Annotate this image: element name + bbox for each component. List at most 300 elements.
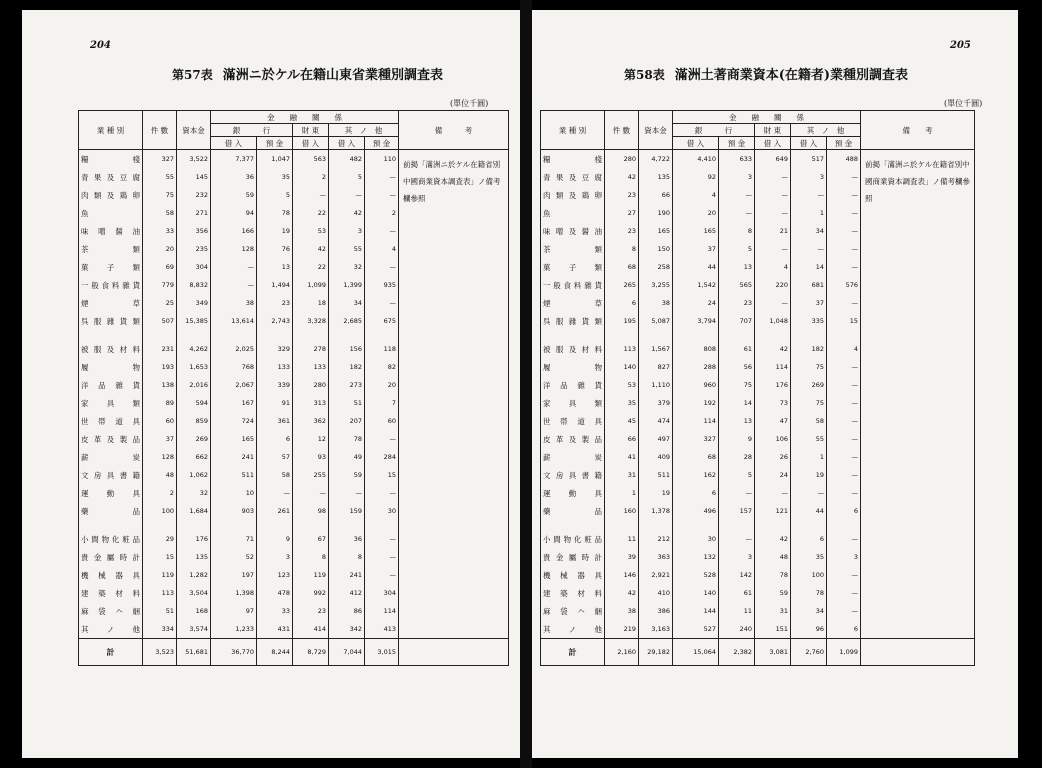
row-value: 675 — [365, 312, 399, 330]
row-value: 66 — [639, 186, 673, 204]
row-value: 192 — [673, 394, 719, 412]
row-value: 2,685 — [329, 312, 365, 330]
row-value: 123 — [257, 566, 293, 584]
row-value: 23 — [257, 294, 293, 312]
header-financier-borrow: 借 入 — [755, 137, 791, 150]
row-value: 58 — [143, 204, 177, 222]
row-value: 113 — [143, 584, 177, 602]
row-value: 1 — [791, 204, 827, 222]
spacer-cell — [329, 330, 365, 340]
row-value: 75 — [791, 358, 827, 376]
row-value: — — [755, 484, 791, 502]
header-financier: 財 東 — [293, 124, 329, 137]
row-value: — — [365, 258, 399, 276]
row-value: — — [329, 186, 365, 204]
row-value: 110 — [365, 150, 399, 169]
total-value: 8,729 — [293, 639, 329, 666]
row-value: 1,399 — [329, 276, 365, 294]
row-value: 19 — [791, 466, 827, 484]
row-category: 洋品雜貨 — [79, 376, 143, 394]
row-value: 71 — [211, 530, 257, 548]
row-value: 4 — [827, 340, 861, 358]
row-value: 10 — [211, 484, 257, 502]
row-value: 6 — [673, 484, 719, 502]
row-value: 22 — [293, 258, 329, 276]
row-value: 23 — [605, 186, 639, 204]
row-value: 159 — [329, 502, 365, 520]
row-value: 36 — [211, 168, 257, 186]
total-value: 2,160 — [605, 639, 639, 666]
row-category: 家 具 類 — [541, 394, 605, 412]
row-value: — — [827, 584, 861, 602]
row-value: 38 — [211, 294, 257, 312]
row-value: — — [365, 430, 399, 448]
row-value: 66 — [605, 430, 639, 448]
row-value: 57 — [257, 448, 293, 466]
header-remarks: 備 考 — [861, 111, 975, 150]
row-value: 13 — [719, 258, 755, 276]
row-category: 文房具書籍 — [79, 466, 143, 484]
row-value: 176 — [755, 376, 791, 394]
row-value: 144 — [673, 602, 719, 620]
row-value: 55 — [143, 168, 177, 186]
row-value: 5 — [719, 466, 755, 484]
row-value: 1 — [605, 484, 639, 502]
row-value: 182 — [791, 340, 827, 358]
row-value: 86 — [329, 602, 365, 620]
row-value: 39 — [605, 548, 639, 566]
remarks-cell: 前掲「滿洲ニ於ケル在籍省別中國商業資本調査表」ノ備考欄參照 — [861, 150, 975, 639]
row-value: 335 — [791, 312, 827, 330]
spacer-cell — [79, 520, 143, 530]
row-value: 235 — [177, 240, 211, 258]
spacer-cell — [791, 520, 827, 530]
row-value: 9 — [719, 430, 755, 448]
spacer-cell — [827, 330, 861, 340]
row-value: 37 — [143, 430, 177, 448]
row-value: 28 — [719, 448, 755, 466]
header-other: 其 ノ 他 — [329, 124, 399, 137]
row-value: 24 — [755, 466, 791, 484]
spacer-cell — [605, 330, 639, 340]
row-value: 363 — [639, 548, 673, 566]
row-value: 511 — [639, 466, 673, 484]
row-value: — — [329, 484, 365, 502]
row-value: 284 — [365, 448, 399, 466]
row-value: 93 — [293, 448, 329, 466]
row-value: 992 — [293, 584, 329, 602]
row-value: 2 — [143, 484, 177, 502]
row-value: 240 — [719, 620, 755, 639]
row-value: 38 — [605, 602, 639, 620]
row-value: 190 — [639, 204, 673, 222]
row-value: — — [365, 548, 399, 566]
row-value: 288 — [673, 358, 719, 376]
row-value: 808 — [673, 340, 719, 358]
row-value: 527 — [673, 620, 719, 639]
row-category: 貴金屬時計 — [79, 548, 143, 566]
total-value: 29,182 — [639, 639, 673, 666]
row-value: 207 — [329, 412, 365, 430]
row-value: 114 — [673, 412, 719, 430]
row-category: 履 物 — [79, 358, 143, 376]
row-value: 280 — [605, 150, 639, 169]
row-value: — — [827, 602, 861, 620]
row-value: 903 — [211, 502, 257, 520]
row-value: 48 — [755, 548, 791, 566]
row-value: 23 — [719, 294, 755, 312]
row-category: 藥 品 — [541, 502, 605, 520]
header-finance: 金 融 關 係 — [211, 111, 399, 124]
row-value: 6 — [827, 620, 861, 639]
row-category: 機械器具 — [541, 566, 605, 584]
spacer-cell — [719, 330, 755, 340]
row-value: 4,262 — [177, 340, 211, 358]
row-value: 3,504 — [177, 584, 211, 602]
row-value: 49 — [329, 448, 365, 466]
row-category: 皮革及製品 — [541, 430, 605, 448]
row-value: 220 — [755, 276, 791, 294]
row-value: 31 — [605, 466, 639, 484]
row-category: 藥 品 — [79, 502, 143, 520]
page-number: 204 — [90, 40, 111, 51]
row-value: 23 — [293, 602, 329, 620]
row-category: 文房具書籍 — [541, 466, 605, 484]
row-value: 73 — [755, 394, 791, 412]
row-value: — — [827, 466, 861, 484]
row-value: — — [365, 566, 399, 584]
spacer-cell — [827, 520, 861, 530]
row-value: 78 — [257, 204, 293, 222]
spacer-cell — [211, 520, 257, 530]
row-value: 960 — [673, 376, 719, 394]
row-category: 味噌及醤油 — [541, 222, 605, 240]
row-value: 474 — [639, 412, 673, 430]
row-value: 304 — [365, 584, 399, 602]
row-value: 724 — [211, 412, 257, 430]
row-category: 履 物 — [541, 358, 605, 376]
row-value: 11 — [605, 530, 639, 548]
row-value: 15 — [365, 466, 399, 484]
row-value: 91 — [257, 394, 293, 412]
row-category: 茶 類 — [79, 240, 143, 258]
row-value: 133 — [257, 358, 293, 376]
row-value: 6 — [827, 502, 861, 520]
total-value: 8,244 — [257, 639, 293, 666]
row-value: 4 — [365, 240, 399, 258]
row-value: 258 — [639, 258, 673, 276]
row-value: 3,328 — [293, 312, 329, 330]
row-value: 59 — [755, 584, 791, 602]
header-other-deposit: 預 金 — [827, 137, 861, 150]
row-value: 3 — [791, 168, 827, 186]
spacer-cell — [365, 330, 399, 340]
row-value: 60 — [365, 412, 399, 430]
row-value: 362 — [293, 412, 329, 430]
row-category: 呉服雜貨類 — [541, 312, 605, 330]
row-value: 412 — [329, 584, 365, 602]
row-value: 1,378 — [639, 502, 673, 520]
total-value: 1,099 — [827, 639, 861, 666]
spacer-cell — [755, 520, 791, 530]
table-number: 第57表 — [172, 68, 213, 82]
row-value: 327 — [143, 150, 177, 169]
header-bank-deposit: 預 金 — [257, 137, 293, 150]
row-value: 482 — [329, 150, 365, 169]
row-value: 97 — [211, 602, 257, 620]
header-bank: 銀 行 — [673, 124, 755, 137]
row-value: 35 — [791, 548, 827, 566]
row-value: 59 — [329, 466, 365, 484]
row-value: 18 — [293, 294, 329, 312]
row-value: 1,110 — [639, 376, 673, 394]
row-value: 507 — [143, 312, 177, 330]
row-value: — — [755, 204, 791, 222]
row-value: 3,574 — [177, 620, 211, 639]
row-value: 386 — [639, 602, 673, 620]
row-value: 48 — [143, 466, 177, 484]
spacer-cell — [177, 520, 211, 530]
spacer-cell — [639, 330, 673, 340]
spacer-cell — [365, 520, 399, 530]
header-capital: 資本金 — [639, 111, 673, 150]
row-value: — — [791, 240, 827, 258]
row-value: 633 — [719, 150, 755, 169]
row-value: 339 — [257, 376, 293, 394]
row-value: 58 — [791, 412, 827, 430]
row-category: 煙 草 — [541, 294, 605, 312]
row-value: 94 — [211, 204, 257, 222]
row-value: — — [719, 484, 755, 502]
row-category: 運 動 具 — [79, 484, 143, 502]
header-capital: 資本金 — [177, 111, 211, 150]
row-value: 8 — [719, 222, 755, 240]
header-bank-borrow: 借 入 — [211, 137, 257, 150]
row-value: 7 — [365, 394, 399, 412]
data-table — [78, 110, 509, 666]
row-value: 135 — [639, 168, 673, 186]
row-value: 1,567 — [639, 340, 673, 358]
header-financier: 財 東 — [755, 124, 791, 137]
header-other-borrow: 借 入 — [791, 137, 827, 150]
row-value: — — [211, 258, 257, 276]
row-value: 3,522 — [177, 150, 211, 169]
row-value: 75 — [791, 394, 827, 412]
row-value: 100 — [791, 566, 827, 584]
row-value: 33 — [143, 222, 177, 240]
header-bank-borrow: 借 入 — [673, 137, 719, 150]
row-value: 20 — [143, 240, 177, 258]
row-value: 128 — [211, 240, 257, 258]
row-value: — — [719, 186, 755, 204]
spacer-cell — [143, 330, 177, 340]
row-value: 431 — [257, 620, 293, 639]
row-category: 薪 炭 — [79, 448, 143, 466]
row-value: 138 — [143, 376, 177, 394]
row-value: 114 — [365, 602, 399, 620]
total-value: 3,015 — [365, 639, 399, 666]
row-value: 27 — [605, 204, 639, 222]
row-value: 6 — [257, 430, 293, 448]
row-category: 一般食料雜貨 — [79, 276, 143, 294]
row-value: 51 — [143, 602, 177, 620]
row-value: 342 — [329, 620, 365, 639]
row-category: 菓 子 類 — [79, 258, 143, 276]
row-value: — — [365, 484, 399, 502]
row-value: 166 — [211, 222, 257, 240]
row-value: 44 — [673, 258, 719, 276]
unit-label: (單位千圓) — [944, 99, 983, 108]
row-category: 被服及材料 — [541, 340, 605, 358]
row-value: — — [791, 484, 827, 502]
row-value: 98 — [293, 502, 329, 520]
row-value: 219 — [605, 620, 639, 639]
header-remarks: 備 考 — [399, 111, 509, 150]
row-value: 1,398 — [211, 584, 257, 602]
total-remarks-cell — [399, 639, 509, 666]
row-value: 4 — [755, 258, 791, 276]
row-value: 361 — [257, 412, 293, 430]
row-value: — — [755, 294, 791, 312]
row-value: 15 — [827, 312, 861, 330]
row-value: 55 — [329, 240, 365, 258]
row-value: 414 — [293, 620, 329, 639]
row-value: 3,163 — [639, 620, 673, 639]
row-value: 478 — [257, 584, 293, 602]
row-value: — — [791, 186, 827, 204]
row-value: — — [293, 484, 329, 502]
row-value: 12 — [293, 430, 329, 448]
row-value: — — [827, 240, 861, 258]
row-value: 232 — [177, 186, 211, 204]
row-value: — — [827, 358, 861, 376]
row-value: 118 — [365, 340, 399, 358]
row-value: — — [827, 448, 861, 466]
row-value: 58 — [257, 466, 293, 484]
row-category: 煙 草 — [79, 294, 143, 312]
row-value: 23 — [605, 222, 639, 240]
header-other: 其 ノ 他 — [791, 124, 861, 137]
row-value: 68 — [673, 448, 719, 466]
spacer-cell — [211, 330, 257, 340]
row-value: 106 — [755, 430, 791, 448]
total-value: 15,064 — [673, 639, 719, 666]
row-value: 75 — [719, 376, 755, 394]
row-value: 779 — [143, 276, 177, 294]
row-category: 薪 炭 — [541, 448, 605, 466]
row-value: 594 — [177, 394, 211, 412]
page-number: 205 — [950, 40, 971, 51]
row-value: 1,233 — [211, 620, 257, 639]
row-value: 100 — [143, 502, 177, 520]
row-value: 119 — [293, 566, 329, 584]
row-value: 29 — [143, 530, 177, 548]
row-value: 379 — [639, 394, 673, 412]
row-value: 132 — [673, 548, 719, 566]
row-value: 935 — [365, 276, 399, 294]
row-category: 青果及豆腐 — [79, 168, 143, 186]
row-value: 76 — [257, 240, 293, 258]
row-value: 14 — [719, 394, 755, 412]
row-category: 魚 — [541, 204, 605, 222]
right-page — [532, 10, 1018, 758]
row-value: 1,062 — [177, 466, 211, 484]
row-value: 156 — [329, 340, 365, 358]
row-category: 家 具 類 — [79, 394, 143, 412]
row-value: — — [365, 530, 399, 548]
row-value: 1,099 — [293, 276, 329, 294]
row-value: 150 — [639, 240, 673, 258]
total-row — [541, 639, 975, 666]
row-category: 麻袋𠆢綑 — [541, 602, 605, 620]
row-value: 2,025 — [211, 340, 257, 358]
data-table — [540, 110, 975, 666]
row-value: 151 — [755, 620, 791, 639]
spacer-cell — [143, 520, 177, 530]
row-value: 162 — [673, 466, 719, 484]
spacer-cell — [293, 520, 329, 530]
row-value: 53 — [605, 376, 639, 394]
row-value: 34 — [329, 294, 365, 312]
row-value: — — [365, 168, 399, 186]
row-value: 278 — [293, 340, 329, 358]
row-value: — — [257, 484, 293, 502]
spacer-cell — [719, 520, 755, 530]
row-value: 59 — [211, 186, 257, 204]
row-value: 195 — [605, 312, 639, 330]
row-value: 182 — [329, 358, 365, 376]
spacer-cell — [755, 330, 791, 340]
spacer-cell — [329, 520, 365, 530]
row-value: 128 — [143, 448, 177, 466]
row-value: 15,385 — [177, 312, 211, 330]
row-value: 20 — [365, 376, 399, 394]
table-row — [79, 150, 509, 169]
row-value: 280 — [293, 376, 329, 394]
spacer-cell — [673, 520, 719, 530]
row-value: 20 — [673, 204, 719, 222]
row-value: 231 — [143, 340, 177, 358]
row-value: 42 — [605, 168, 639, 186]
row-value: 160 — [605, 502, 639, 520]
row-value: 133 — [293, 358, 329, 376]
row-value: 60 — [143, 412, 177, 430]
row-value: 241 — [329, 566, 365, 584]
spacer-cell — [541, 330, 605, 340]
header-count: 件 數 — [143, 111, 177, 150]
row-value: 197 — [211, 566, 257, 584]
row-value: 69 — [143, 258, 177, 276]
row-category: 茶 類 — [541, 240, 605, 258]
row-value: 649 — [755, 150, 791, 169]
row-category: 世帯道具 — [79, 412, 143, 430]
total-value: 51,681 — [177, 639, 211, 666]
row-value: 11 — [719, 602, 755, 620]
row-value: 165 — [673, 222, 719, 240]
total-row — [79, 639, 509, 666]
row-category: 魚 — [79, 204, 143, 222]
header-financier-borrow: 借 入 — [293, 137, 329, 150]
row-value: — — [827, 530, 861, 548]
row-value: 67 — [293, 530, 329, 548]
spacer-cell — [605, 520, 639, 530]
total-value: 7,044 — [329, 639, 365, 666]
row-category: 一般食料雜貨 — [541, 276, 605, 294]
row-value: — — [827, 294, 861, 312]
row-value: 3 — [827, 548, 861, 566]
row-value: — — [365, 294, 399, 312]
row-value: 8 — [329, 548, 365, 566]
